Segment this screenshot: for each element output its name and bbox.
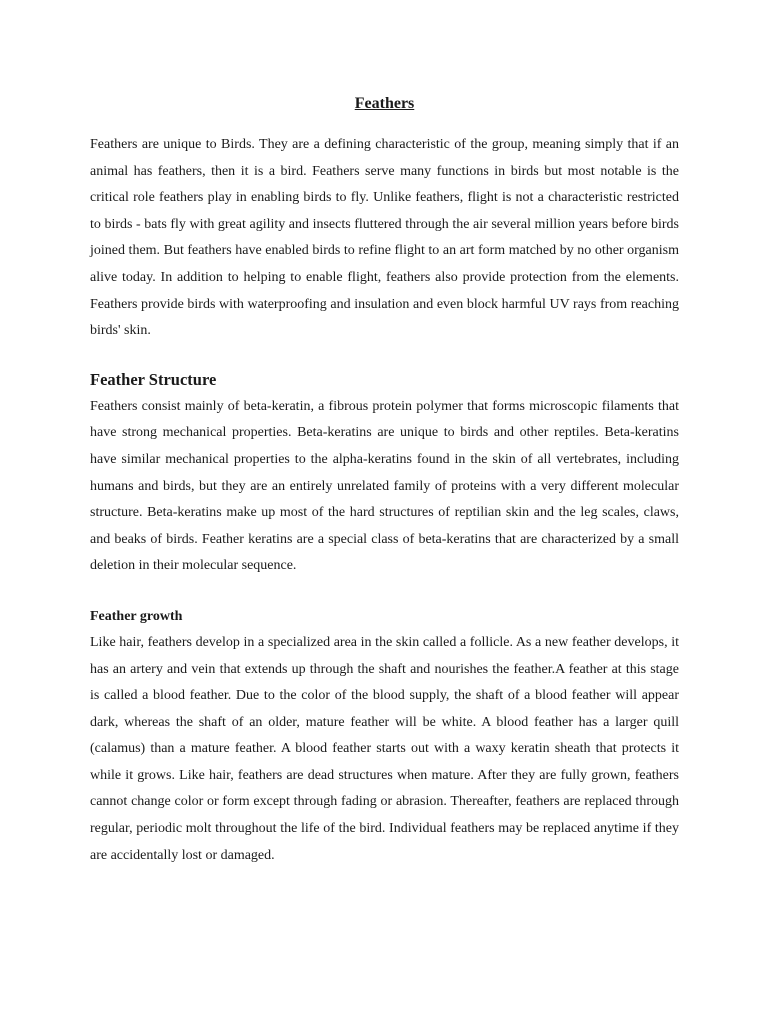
document-page (90, 92, 679, 869)
feather-growth-heading: Feather growth (90, 608, 183, 624)
feather-growth-paragraph: Like hair, feathers develop in a specialized area in the skin called a follicle. As a new feather develops, it has an artery and vein that extends up through the shaft and nourishes the feather.A feather at this stage is called a blood feather. Due to the color of the blood supply, the shaft of a blood feather will appear dark, whereas the shaft of an older, mature feather will be white. A blood feather has a larger quill (calamus) than a mature feather. A blood feather starts out with a waxy keratin sheath that protects it while it grows. Like hair, feathers are dead structures when mature. After they are fully grown, feathers cannot change color or form except through fading or abrasion. Thereafter, feathers are replaced through regular, periodic molt throughout the life of the bird. Individual feathers may be replaced anytime if they are accidentally lost or damaged. (90, 634, 679, 863)
document-title: Feathers (354, 95, 415, 112)
intro-paragraph: Feathers are unique to Birds. They are a defining characteristic of the group, meaning simply that if an animal has feathers, then it is a bird. Feathers serve many functions in birds but most notable is the critical role feathers play in enabling birds to fly. Unlike feathers, flight is not a characteristic restricted to birds - bats fly with great agility and insects fluttered through the air several million years before birds joined them. But feathers have enabled birds to refine flight to an art form matched by no other organism alive today. In addition to helping to enable flight, feathers also provide protection from the elements. Feathers provide birds with waterproofing and insulation and even block harmful UV rays from reaching birds' skin. (90, 137, 679, 339)
feather-structure-heading: Feather Structure (90, 369, 217, 389)
feather-structure-paragraph: Feathers consist mainly of beta-keratin, a fibrous protein polymer that forms microscopic filaments that have strong mechanical properties. Beta-keratins are unique to birds and other reptiles. Beta-keratins have similar mechanical properties to the alpha-keratins found in the skin of all vertebrates, including humans and birds, but they are an entirely unrelated family of proteins with a very different molecular structure. Beta-keratins make up most of the hard structures of reptilian skin and the leg scales, claws, and beaks of birds. Feather keratins are a special class of beta-keratins that are characterized by a small deletion in their molecular sequence. (90, 398, 679, 574)
